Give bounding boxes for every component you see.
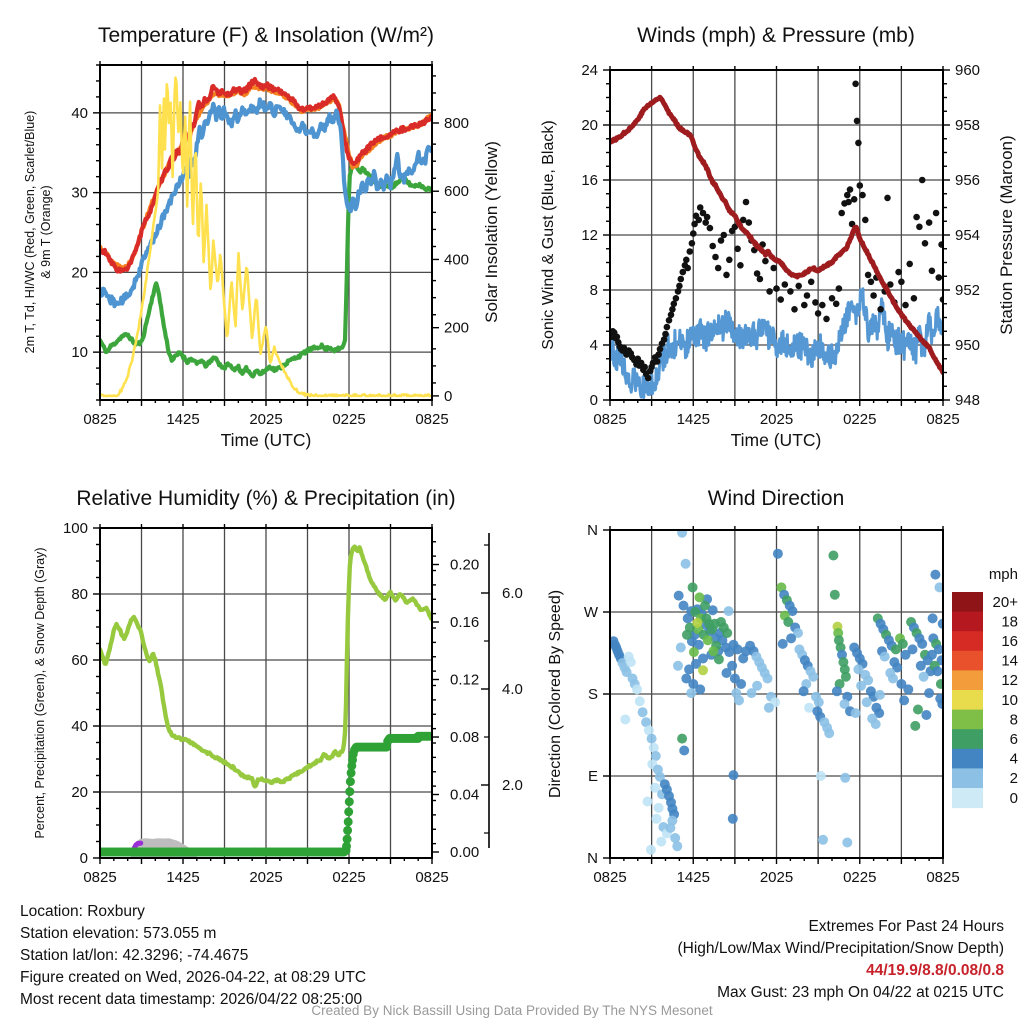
tick-label: 0.12: [450, 671, 480, 689]
tick-label: 30: [71, 184, 88, 202]
tick-label: 0825: [415, 411, 449, 428]
tick-label: 12: [1001, 672, 1018, 690]
chart-wind-direction: [584, 522, 960, 886]
tick-label: 1425: [676, 869, 710, 886]
tick-label: S: [587, 686, 598, 703]
footer-created: Figure created on Wed, 2026-04-22, at 08:29 UTC: [20, 969, 367, 986]
tick-label: 18: [1001, 613, 1018, 631]
extremes-values: 44/19.9/8.8/0.08/0.8: [866, 962, 1004, 979]
tick-label: 16: [1001, 633, 1018, 650]
tick-label: 40: [71, 104, 88, 122]
tick-label: 60: [71, 652, 88, 669]
series: [609, 528, 948, 855]
gridlines: [100, 528, 432, 858]
chart-temp-insolation: [71, 61, 469, 428]
tick-label: 0825: [593, 869, 627, 886]
tick-label: 8: [589, 282, 598, 299]
extremes-subtitle: (High/Low/Max Wind/Precipitation/Snow Depth): [677, 940, 1004, 957]
extremes-title: Extremes For Past 24 Hours: [808, 918, 1004, 935]
tick-label: 1425: [676, 411, 710, 428]
tick-label: 4: [589, 337, 598, 354]
chart2-right-axis-label: Station Pressure (Maroon): [997, 135, 1016, 335]
tick-label: 0.20: [450, 556, 480, 574]
tick-label: 0: [79, 850, 88, 867]
tick-label: 954: [955, 227, 981, 244]
footer-timestamp: Most recent data timestamp: 2026/04/22 08:25:00: [20, 991, 363, 1008]
tick-label: 0825: [926, 869, 960, 886]
speed-colorbar: [952, 592, 1018, 808]
tick-label: 800: [444, 114, 470, 132]
tick-label: 16: [581, 172, 598, 189]
footer-elevation: Station elevation: 573.055 m: [20, 925, 217, 942]
chart4-left-axis-label: Direction (Colored By Speed): [547, 589, 564, 799]
tick-label: 0825: [415, 869, 449, 886]
tick-label: 1425: [166, 869, 200, 886]
tick-label: 0825: [926, 411, 960, 428]
tick-label: 4: [1009, 750, 1018, 768]
tick-label: 958: [955, 117, 981, 134]
credit-line: Created By Nick Bassill Using Data Provided By The NYS Mesonet: [311, 1003, 713, 1018]
footer-latlon: Station lat/lon: 42.3296; -74.4675: [20, 947, 249, 964]
tick-label: 100: [62, 520, 88, 537]
tick-label: 20: [581, 117, 598, 134]
tick-label: 0.00: [450, 844, 480, 862]
colorbar-unit-label: mph: [988, 566, 1018, 583]
tick-label: 952: [955, 282, 981, 299]
footer-location: Location: Roxbury: [20, 903, 145, 920]
tick-label: 200: [444, 319, 470, 337]
tick-label: 0: [444, 387, 453, 405]
axis-tick-labels: [71, 105, 469, 428]
chart2-x-axis-label: Time (UTC): [730, 430, 822, 450]
chart3-title: Relative Humidity (%) & Precipitation (in): [76, 487, 456, 510]
tick-label: 24: [581, 62, 598, 79]
tick-label: 0.04: [450, 786, 480, 804]
tick-label: 2025: [249, 869, 283, 886]
tick-label: 2025: [759, 869, 794, 886]
tick-label: 12: [581, 227, 598, 244]
tick-label: 0.16: [450, 614, 480, 632]
tick-label: 0225: [843, 869, 877, 886]
chart1-left-axis-label-line1: 2m T, Td, HI/WC (Red, Green, Scarlet/Blue): [23, 110, 37, 354]
tick-label: 960: [955, 62, 981, 79]
chart2-title: Winds (mph) & Pressure (mb): [637, 24, 915, 47]
tick-label: E: [587, 768, 598, 785]
chart2-left-axis-label: Sonic Wind & Gust (Blue, Black): [540, 120, 557, 350]
chart-humidity-precip: [63, 520, 523, 886]
tick-label: 1425: [166, 411, 200, 428]
tick-label: 2.0: [502, 777, 523, 794]
tick-label: N: [587, 850, 598, 867]
tick-label: 2025: [759, 411, 794, 428]
tick-label: 10: [1001, 691, 1018, 709]
tick-label: 0: [589, 392, 598, 409]
tick-label: 4.0: [502, 681, 523, 698]
tick-label: 400: [444, 251, 470, 269]
tick-label: 20+: [992, 593, 1018, 611]
tick-label: 0825: [83, 411, 117, 428]
tick-label: 0225: [332, 869, 366, 886]
chart-winds-pressure: [581, 62, 980, 428]
tick-label: 950: [955, 337, 981, 354]
tick-label: 14: [1001, 652, 1018, 670]
tick-label: 6.0: [502, 585, 523, 602]
series-direction-dots: [609, 528, 948, 855]
axis-tick-labels: [63, 520, 479, 886]
tick-label: 2: [1009, 770, 1018, 788]
tick-label: 0825: [593, 411, 627, 428]
gridlines: [100, 65, 432, 400]
tick-label: W: [583, 604, 598, 621]
chart1-left-axis-label-line2: & 9m T (Orange): [39, 185, 53, 279]
tick-label: 0225: [332, 411, 366, 428]
tick-label: 80: [71, 586, 88, 603]
chart3-left-axis-label: Percent, Precipitation (Green), & Snow Depth (Gray): [33, 547, 47, 839]
tick-label: 20: [71, 784, 88, 801]
tick-label: 8: [1009, 711, 1018, 729]
chart1-x-axis-label: Time (UTC): [220, 430, 312, 450]
tick-label: N: [587, 522, 598, 539]
tick-label: 600: [444, 183, 470, 201]
tick-label: 948: [955, 392, 981, 409]
snow-depth-axis: [481, 533, 523, 848]
tick-label: 20: [71, 264, 88, 282]
tick-label: 40: [71, 718, 88, 735]
tick-label: 0225: [843, 411, 877, 428]
chart1-right-axis-label: Solar Insolation (Yellow): [482, 141, 501, 323]
tick-label: 956: [955, 172, 981, 189]
tick-label: 10: [71, 344, 88, 362]
tick-label: 0.08: [450, 729, 480, 747]
chart1-title: Temperature (F) & Insolation (W/m²): [97, 24, 435, 47]
tick-label: 6: [1009, 731, 1018, 748]
chart4-title: Wind Direction: [707, 487, 845, 510]
tick-label: 2025: [249, 411, 283, 428]
tick-label: 0825: [83, 869, 117, 886]
tick-label: 0: [1009, 789, 1018, 807]
extremes-max-gust: Max Gust: 23 mph On 04/22 at 0215 UTC: [717, 984, 1004, 1001]
